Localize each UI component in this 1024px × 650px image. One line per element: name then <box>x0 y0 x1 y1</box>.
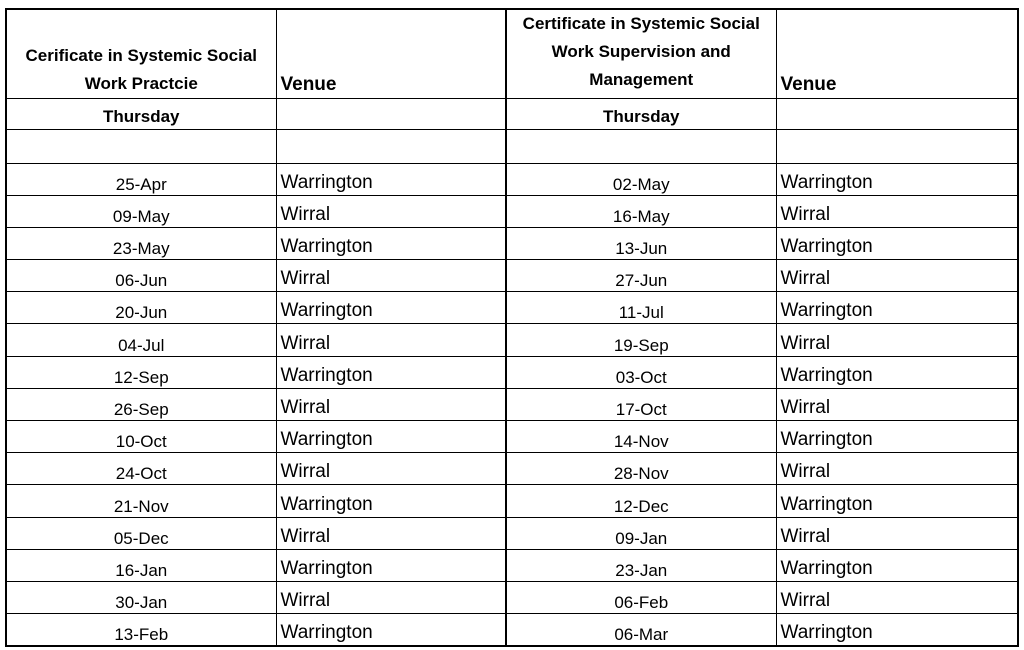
right-date-cell: 27-Jun <box>506 260 776 292</box>
table-row <box>6 453 1018 485</box>
empty-cell <box>6 129 276 163</box>
left-date-cell: 06-Jun <box>6 260 276 292</box>
left-venue-cell: Warrington <box>276 485 506 517</box>
empty-cell <box>776 129 1018 163</box>
day-row <box>6 98 1018 129</box>
table-row <box>6 581 1018 613</box>
table-row <box>6 549 1018 581</box>
right-venue-cell: Wirral <box>776 195 1018 227</box>
right-date-cell: 28-Nov <box>506 453 776 485</box>
right-venue-cell: Wirral <box>776 324 1018 356</box>
right-venue-cell: Warrington <box>776 356 1018 388</box>
left-date-cell: 10-Oct <box>6 421 276 453</box>
left-date-cell: 09-May <box>6 195 276 227</box>
right-date-cell: 12-Dec <box>506 485 776 517</box>
empty-cell <box>276 98 506 129</box>
right-venue-cell: Warrington <box>776 163 1018 195</box>
schedule-table <box>5 8 1019 647</box>
table-row <box>6 195 1018 227</box>
blank-row <box>6 129 1018 163</box>
table-row <box>6 388 1018 420</box>
right-day-label: Thursday <box>506 98 776 129</box>
right-venue-cell: Warrington <box>776 614 1018 646</box>
right-date-cell: 03-Oct <box>506 356 776 388</box>
right-venue-cell: Warrington <box>776 292 1018 324</box>
left-course-title: Cerificate in Systemic Social Work Practcie <box>6 9 276 98</box>
left-date-cell: 04-Jul <box>6 324 276 356</box>
left-venue-cell: Warrington <box>276 549 506 581</box>
table-row <box>6 356 1018 388</box>
right-date-cell: 23-Jan <box>506 549 776 581</box>
table-row <box>6 614 1018 646</box>
right-date-cell: 17-Oct <box>506 388 776 420</box>
right-venue-header: Venue <box>776 9 1018 98</box>
right-date-cell: 19-Sep <box>506 324 776 356</box>
left-date-cell: 12-Sep <box>6 356 276 388</box>
right-venue-cell: Wirral <box>776 260 1018 292</box>
right-date-cell: 09-Jan <box>506 517 776 549</box>
table-row <box>6 227 1018 259</box>
left-day-label: Thursday <box>6 98 276 129</box>
left-date-cell: 30-Jan <box>6 581 276 613</box>
right-date-cell: 13-Jun <box>506 227 776 259</box>
left-date-cell: 23-May <box>6 227 276 259</box>
left-venue-cell: Warrington <box>276 292 506 324</box>
left-date-cell: 21-Nov <box>6 485 276 517</box>
left-date-cell: 26-Sep <box>6 388 276 420</box>
right-date-cell: 06-Feb <box>506 581 776 613</box>
right-course-title: Certificate in Systemic Social Work Supervision and Management <box>506 9 776 98</box>
right-venue-cell: Wirral <box>776 517 1018 549</box>
left-venue-cell: Warrington <box>276 356 506 388</box>
left-venue-cell: Warrington <box>276 227 506 259</box>
header-row <box>6 9 1018 98</box>
right-venue-cell: Wirral <box>776 581 1018 613</box>
right-date-cell: 06-Mar <box>506 614 776 646</box>
left-date-cell: 05-Dec <box>6 517 276 549</box>
left-venue-cell: Wirral <box>276 517 506 549</box>
left-date-cell: 25-Apr <box>6 163 276 195</box>
table-row <box>6 260 1018 292</box>
schedule-body <box>6 9 1018 646</box>
table-row <box>6 292 1018 324</box>
table-row <box>6 485 1018 517</box>
left-venue-cell: Wirral <box>276 388 506 420</box>
left-venue-cell: Wirral <box>276 260 506 292</box>
left-date-cell: 13-Feb <box>6 614 276 646</box>
right-date-cell: 02-May <box>506 163 776 195</box>
table-row <box>6 517 1018 549</box>
empty-cell <box>776 98 1018 129</box>
right-date-cell: 11-Jul <box>506 292 776 324</box>
right-venue-cell: Wirral <box>776 388 1018 420</box>
table-row <box>6 163 1018 195</box>
left-venue-cell: Warrington <box>276 421 506 453</box>
empty-cell <box>276 129 506 163</box>
left-venue-cell: Wirral <box>276 453 506 485</box>
left-venue-cell: Wirral <box>276 324 506 356</box>
right-date-cell: 14-Nov <box>506 421 776 453</box>
left-date-cell: 20-Jun <box>6 292 276 324</box>
right-venue-cell: Wirral <box>776 453 1018 485</box>
left-date-cell: 24-Oct <box>6 453 276 485</box>
right-date-cell: 16-May <box>506 195 776 227</box>
right-venue-cell: Warrington <box>776 421 1018 453</box>
table-row <box>6 421 1018 453</box>
right-venue-cell: Warrington <box>776 485 1018 517</box>
left-date-cell: 16-Jan <box>6 549 276 581</box>
left-venue-cell: Wirral <box>276 581 506 613</box>
left-venue-cell: Wirral <box>276 195 506 227</box>
right-venue-cell: Warrington <box>776 549 1018 581</box>
left-venue-cell: Warrington <box>276 614 506 646</box>
left-venue-cell: Warrington <box>276 163 506 195</box>
table-row <box>6 324 1018 356</box>
left-venue-header: Venue <box>276 9 506 98</box>
right-venue-cell: Warrington <box>776 227 1018 259</box>
empty-cell <box>506 129 776 163</box>
